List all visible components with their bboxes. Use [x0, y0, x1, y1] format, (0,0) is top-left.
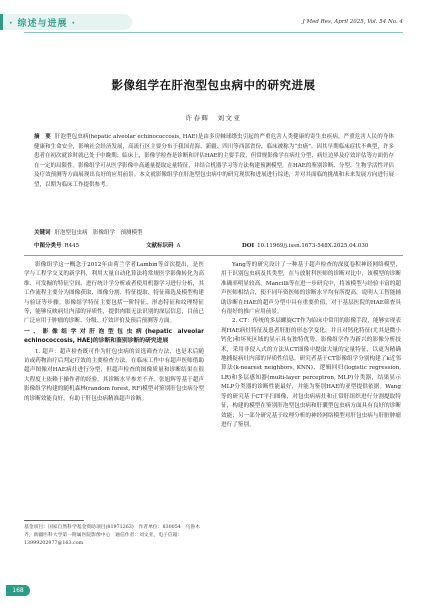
- abstract: [34, 133, 394, 191]
- right-paragraph-1: Yang等的研究设计了一种基于超声检查的深度卷积神经网络模型，用于识别包虫病及其类型，在与放射科医师的诊断对比中，该模型的诊断准确率明显较高。Mancilli等在进一步研究中，将该模型与经验丰富的超声医师相结合，使不同年资医师的诊断水平均有所提高，说明人工智能辅助诊断在HAE的超声分型中具有重要价值，对于基层医院的HAE筛查具有很好的推广应用前景。: [221, 262, 401, 316]
- keywords-label: 关键词: [34, 230, 51, 236]
- doi-label: DOI: [242, 243, 255, 249]
- section-label: · 综述与进展 ·: [9, 18, 77, 29]
- left-paragraph-1: 影像组学这一概念于2012年由荷兰学者Lambin等首次提出，是医学与工程学交叉的新学科，利用大量自动化算法将常规医学影像转化为高维、可发掘的特征空间，进行统计学分析或者使用机器学习进行分析，其工作流程主要分为图像获取、图像分割、特征提取、特征筛选及模型构建与验证等步骤。影像组学特征主要包括一阶特征、形态特征和纹理特征等，能够反映病灶内部的异质性，提供肉眼无法识别的深层信息，目前已广泛应用于肿瘤的诊断、分级、疗效评价及预后预测等方面。: [24, 262, 204, 325]
- article-meta: [34, 242, 394, 252]
- footnote: 基金项目：国家自然科学基金资助项目(81971263) 作者单位：830054 乌鲁木齐，新疆医科大学第一附属医院影像中心 通信作者：刘文亚，电子信箱：13999202977@163.com: [24, 525, 200, 547]
- article-title: 影像组学在肝泡型包虫病中的研究进展: [111, 78, 316, 92]
- right-column: [221, 261, 401, 430]
- left-column: [24, 261, 204, 404]
- header-rule: [24, 32, 403, 33]
- doi-value: 10.11969/j.issn.1673-548X.2025.04.030: [257, 243, 369, 249]
- keywords-text: 肝泡型包虫病 影像组学 预测模型: [54, 230, 143, 236]
- clc-value: R445: [64, 243, 80, 249]
- footnote-rule: [24, 520, 84, 521]
- right-paragraph-2: 2. CT：传统的多层螺旋CT作为临床中常用的影像手段，能够实现表现HAE病灶特征及患者肝脏的形态学变化，并且对钙化特征(尤其是微小钙化)和坏死区域的显示具有独特优势。影像组学作为新兴的影像分析技术，采用非侵入式的方法从CT图像中提取大量的定量特征，以更为精确地捕捉病灶内部的异质性信息。研究者基于CT影像组学分别构建了k近邻算法(k-nearest neighbors, KNN)、逻辑回归(logistic regression, LR)和多层感知器(multi-layer perceptron, MLP)分类器，结果显示MLP分类器的诊断性能最好，并能为鉴别HAE的亚型提供依据。Wang等的研究基于CT平扫图像，对包虫病病灶和正常肝组织进行分割提取特征，构建的模型在鉴别肝泡型包虫病和肝囊型包虫病方面具有良好的诊断效能；另一部分研究基于纹理分析的神经网络模型对肝包虫病与肝脏肿瘤进行了鉴别。: [221, 318, 401, 428]
- keywords: [34, 229, 394, 239]
- body-rule: [24, 255, 403, 256]
- left-paragraph-2: 1. 超声：超声检查既可作为肝包虫病的首选筛查方法，也是术后随访或药物治疗后判定疗效的主要检查方法。在临床工作中有超声医师借助超声图像对HAE病灶进行分型，但超声检查的图像质量和诊断结果在很大程度上依赖于操作者的经验，其诊断水平参差不齐。张旭辉等基于超声影像组学构建的随机森林(random forest, RF)模型对鉴别肝包虫病分型的诊断效能良好，有助于肝包虫病精准超声诊断。: [24, 348, 204, 402]
- abstract-label: 摘 要: [34, 134, 51, 140]
- abstract-text: 肝泡型包虫病(hepatic alveolar echinococcosis, HAE)是由多房棘球绦虫引起的严重危害人类健康的寄生虫疾病，严重危害人民的身体健康和生命安全，影响社会经济发展，高流行区主要分布于我国青海、新疆、四川等西部省份，临床被称为“虫癌”。因其早期临床症状不典型，许多患者在初次就诊时就已处于中晚期；临床上，影像学检查是诊断和评估HAE的主要手段，但常规影像学在病灶分型、病灶边界及疗效评估等方面仍存在一定的局限性。影像组学可从医学影像中高通量提取定量特征，并结合机器学习等方法构建预测模型，在HAE的鉴别诊断、分型、生物学活性评估及疗效预测等方面展现出良好的应用前景。本文就影像组学在肝泡型包虫病中的研究现状和进展进行综述，并对其面临的挑战和未来发展方向进行展望，以期为临床工作提供参考。: [34, 134, 394, 188]
- page-number: 168: [6, 585, 30, 596]
- article-authors: 许春辉 刘文亚: [185, 114, 242, 122]
- doc-code-label: 文献标识码: [146, 243, 174, 249]
- section-heading-1: 一、影像组学对肝泡型包虫病(hepatic alveolar echinococcosis, HAE)的诊断和鉴别诊断的研究进展: [24, 328, 204, 345]
- journal-info: J Med Res, April 2025, Vol. 54 No. 4: [302, 19, 403, 25]
- section-tab: [0, 14, 132, 30]
- running-header: [0, 0, 427, 30]
- doc-code-value: A: [176, 243, 181, 249]
- clc-label: 中图分类号: [34, 243, 62, 249]
